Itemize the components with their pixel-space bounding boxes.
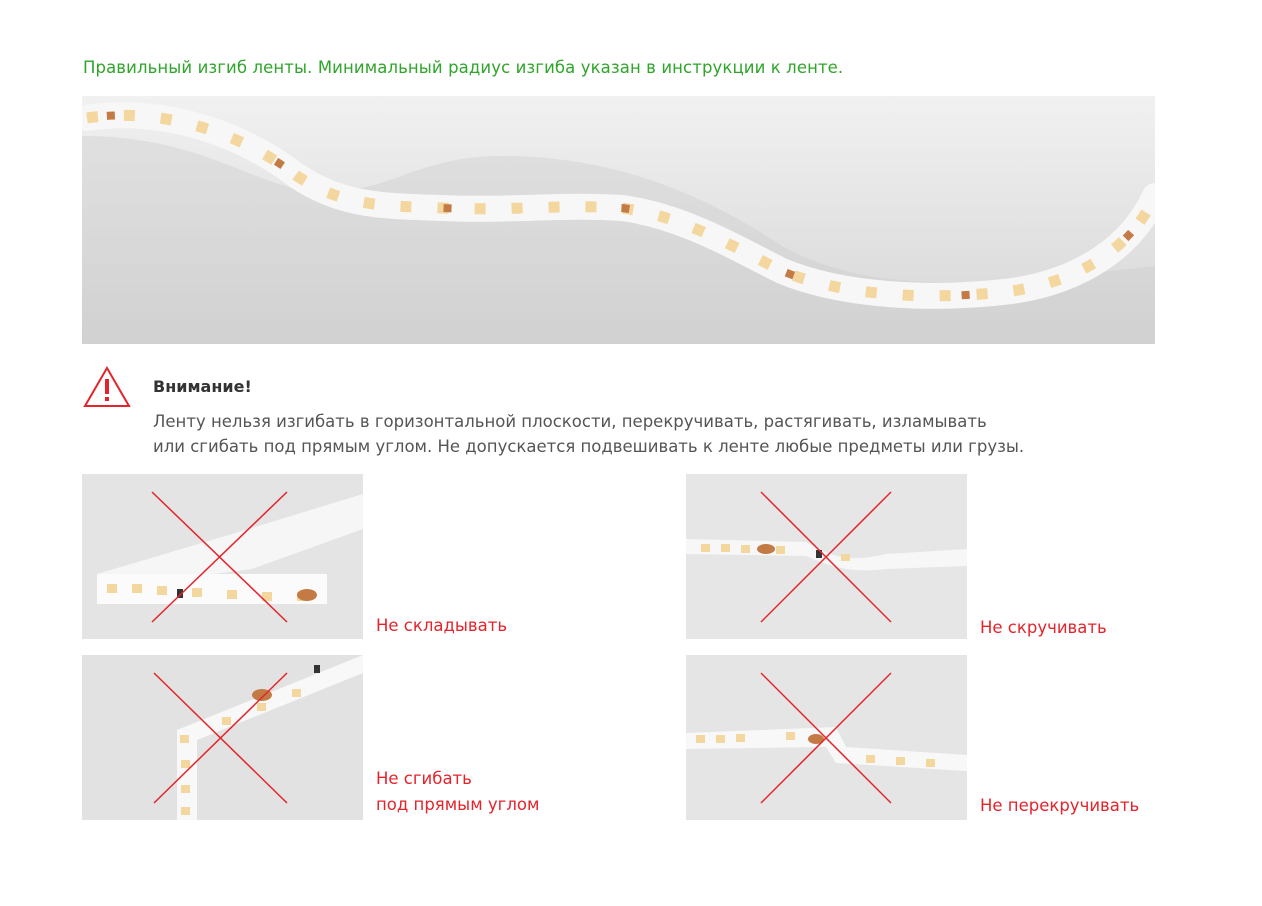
caption-no-folding: Не складывать [376,616,508,635]
warning-title: Внимание! [153,377,252,396]
no-folding-photo [82,474,363,639]
caption-no-overtwisting: Не перекручивать [980,796,1140,815]
warning-text [153,409,1024,459]
caption-no-twisting: Не скручивать [980,618,1107,637]
warning-text-line: или сгибать под прямым углом. Не допускается подвешивать к ленте любые предметы или грузы. [153,437,1025,456]
caption-line: Не сгибать [376,769,472,788]
correct-bend-photo [82,96,1155,344]
no-overtwisting-photo [686,655,967,820]
warning-text-line: Ленту нельзя изгибать в горизонтальной плоскости, перекручивать, растягивать, изламывать [153,412,987,431]
warning-triangle-icon [82,365,132,409]
caption-line: под прямым углом [376,795,540,814]
no-twisting-photo [686,474,967,639]
caption-no-right-angle [376,766,539,818]
page-heading: Правильный изгиб ленты. Минимальный радиус изгиба указан в инструкции к ленте. [83,58,844,77]
no-right-angle-photo [82,655,363,820]
